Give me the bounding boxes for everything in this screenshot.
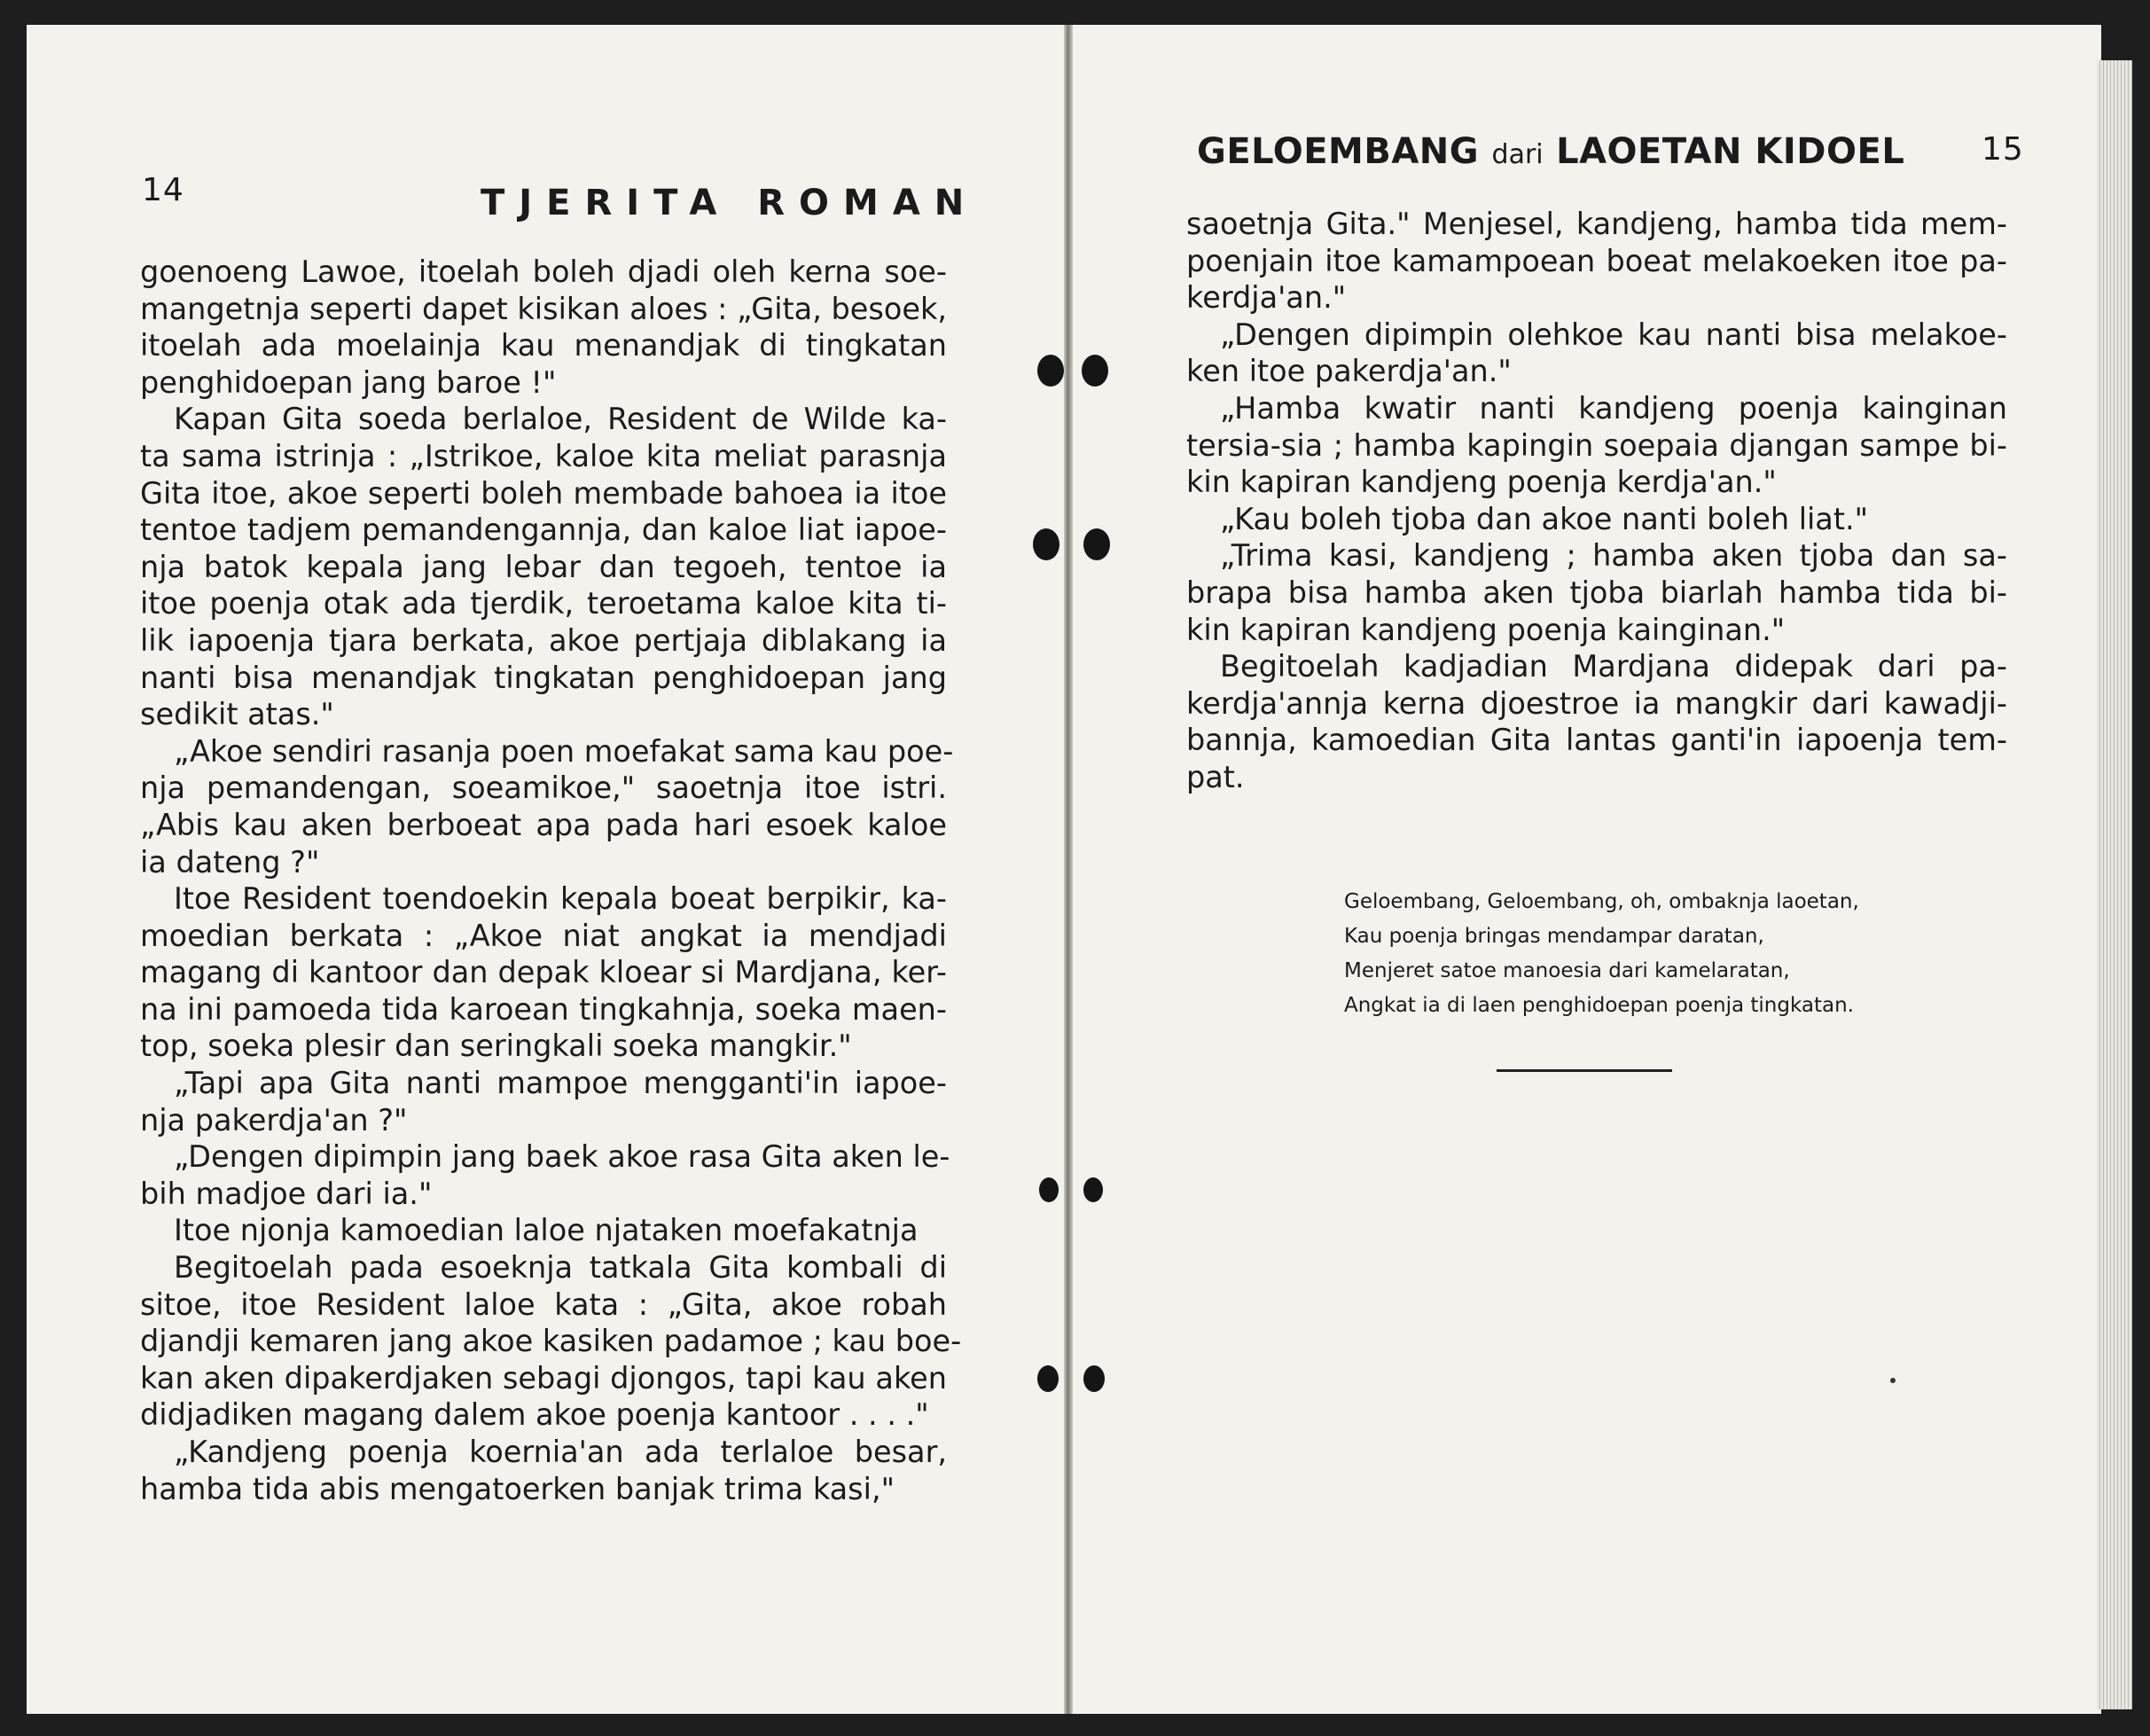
text-line: kin kapiran kandjeng poenja kerdja'an." (1186, 465, 1777, 500)
text-line: tentoe tadjem pemandengannja, dan kaloe liat iapoe- (140, 512, 947, 548)
text-line: top, soeka plesir dan seringkali soeka mangkir." (140, 1028, 852, 1064)
text-line: mangetnja seperti dapet kisikan aloes : „Gita, besoek, (140, 291, 947, 326)
ink-speck (1890, 1378, 1896, 1383)
running-head-main-2: LAOETAN KIDOEL (1556, 131, 1905, 172)
text-line: hamba tida abis mengatoerken banjak trima kasi," (140, 1471, 895, 1506)
text-line: Kapan Gita soeda berlaloe, Resident de Wilde ka- (174, 402, 947, 437)
text-line: nja batok kepala jang lebar dan tegoeh, tentoe ia (140, 549, 947, 584)
text-line: saoetnja Gita." Menjesel, kandjeng, hamba tida mem- (1186, 207, 2007, 241)
text-line: bannja, kamoedian Gita lantas ganti'in iapoenja tem- (1186, 723, 2007, 758)
text-line: ia dateng ?" (140, 844, 320, 880)
text-line: nja pemandengan, soeamikoe," saoetnja itoe istri. (140, 770, 947, 806)
text-line: goenoeng Lawoe, itoelah boleh djadi oleh kerna soe- (140, 254, 947, 289)
text-line: ken itoe pakerdja'an." (1186, 354, 1512, 389)
running-head-small: dari (1491, 139, 1544, 170)
punch-hole (1083, 528, 1110, 560)
page-number-right: 15 (1982, 131, 2024, 168)
left-page (27, 25, 1068, 1714)
text-line: na ini pamoeda tida karoean tingkahnja, soeka maen- (140, 991, 947, 1027)
text-line: bih madjoe dari ia." (140, 1176, 433, 1211)
text-line: nanti bisa menandjak tingkatan penghidoepan jang (140, 660, 947, 695)
text-line: djandji kemaren jang akoe kasiken padamoe ; kau boe- (140, 1324, 962, 1359)
poem-line: Kau poenja bringas mendampar daratan, (1344, 925, 1764, 948)
text-line: tersia-sia ; hamba kapingin soepaia djangan sampe bi- (1186, 427, 2007, 463)
text-line: didjadiken magang dalem akoe poenja kantoor . . . ." (140, 1397, 929, 1433)
text-line: kan aken dipakerdjaken sebagi djongos, tapi kau aken (140, 1360, 947, 1396)
punch-hole (1083, 1177, 1103, 1202)
text-line: Begitoelah pada esoeknja tatkala Gita kombali di (174, 1250, 947, 1286)
book-spine (1064, 25, 1073, 1714)
closing-rule (1497, 1069, 1672, 1072)
punch-hole (1082, 355, 1108, 387)
text-line: itoelah ada moelainja kau menandjak di tingkatan (140, 328, 947, 364)
punch-hole (1037, 355, 1064, 387)
text-line: kerdja'an." (1186, 280, 1347, 316)
text-line: „Dengen dipimpin jang baek akoe rasa Gita aken le- (174, 1139, 950, 1175)
text-line: itoe poenja otak ada tjerdik, teroetama kaloe kita ti- (140, 586, 947, 622)
text-line: penghidoepan jang baroe !" (140, 364, 557, 400)
text-line: poenjain itoe kamampoean boeat melakoeken itoe pa- (1186, 243, 2007, 278)
running-head-left: TJERITA ROMAN (481, 183, 979, 223)
text-line: sedikit atas." (140, 697, 334, 732)
text-line: „Hamba kwatir nanti kandjeng poenja kainginan (1220, 390, 2007, 426)
page-edges (2097, 60, 2132, 1709)
right-page (1073, 25, 2101, 1714)
text-line: lik iapoenja tjara berkata, akoe pertjaja diblakang ia (140, 622, 947, 658)
page-number-left: 14 (142, 172, 184, 208)
text-line: „Kau boleh tjoba dan akoe nanti boleh liat." (1220, 501, 1869, 536)
text-line: pat. (1186, 759, 1245, 794)
text-line: sitoe, itoe Resident laloe kata : „Gita, akoe robah (140, 1286, 947, 1322)
punch-hole (1037, 1365, 1059, 1392)
text-line: magang di kantoor dan depak kloear si Mardjana, ker- (140, 955, 947, 990)
right-body-text (1186, 206, 2007, 796)
book-spread (27, 25, 2101, 1714)
text-line: Begitoelah kadjadian Mardjana didepak dari pa- (1220, 649, 2007, 684)
text-line: nja pakerdja'an ?" (140, 1102, 408, 1138)
running-head-right (1197, 131, 1904, 172)
punch-hole (1083, 1365, 1105, 1392)
text-line: moedian berkata : „Akoe niat angkat ia mendjadi (140, 918, 947, 953)
text-line: brapa bisa hamba aken tjoba biarlah hamba tida bi- (1186, 575, 2007, 610)
text-line: Itoe njonja kamoedian laloe njataken moefakatnja (174, 1213, 919, 1248)
text-line: kerdja'annja kerna djoestroe ia mangkir dari kawadji- (1186, 685, 2007, 721)
text-line: kin kapiran kandjeng poenja kainginan." (1186, 612, 1786, 647)
text-line: Itoe Resident toendoekin kepala boeat berpikir, ka- (174, 881, 947, 917)
poem-line: Angkat ia di laen penghidoepan poenja tingkatan. (1344, 994, 1854, 1017)
text-line: „Tapi apa Gita nanti mampoe mengganti'in iapoe- (174, 1066, 947, 1101)
running-head-main-1: GELOEMBANG (1197, 131, 1480, 172)
poem-line: Geloembang, Geloembang, oh, ombaknja laoetan, (1344, 890, 1859, 913)
punch-hole (1039, 1177, 1059, 1202)
punch-hole (1033, 528, 1059, 560)
text-line: „Dengen dipimpin olehkoe kau nanti bisa melakoe- (1220, 317, 2007, 352)
text-line: „Kandjeng poenja koernia'an ada terlaloe besar, (174, 1435, 947, 1469)
text-line: „Akoe sendiri rasanja poen moefakat sama kau poe- (174, 733, 954, 769)
poem-stanza (1344, 885, 2018, 1023)
poem-line: Menjeret satoe manoesia dari kamelaratan, (1344, 959, 1790, 982)
text-line: Gita itoe, akoe seperti boleh membade bahoea ia itoe (140, 475, 947, 511)
text-line: „Trima kasi, kandjeng ; hamba aken tjoba dan sa- (1220, 538, 2007, 574)
left-body-text (140, 254, 962, 1507)
text-line: ta sama istrinja : „Istrikoe, kaloe kita meliat parasnja (140, 438, 947, 473)
text-line: „Abis kau aken berboeat apa pada hari esoek kaloe (140, 807, 947, 842)
